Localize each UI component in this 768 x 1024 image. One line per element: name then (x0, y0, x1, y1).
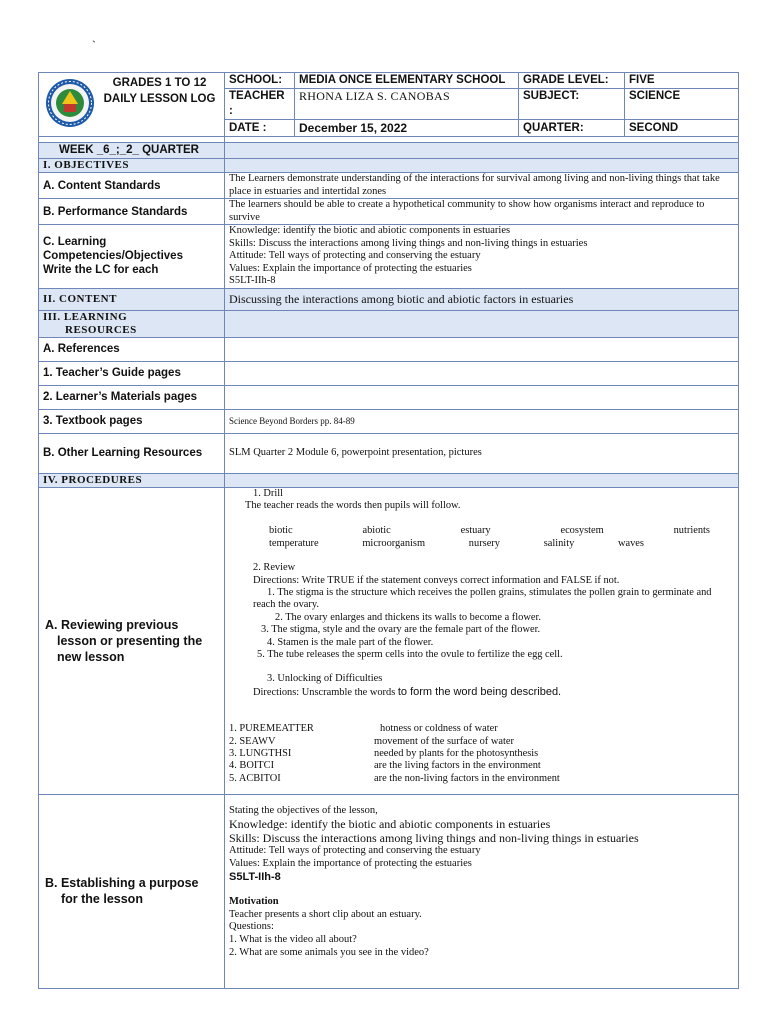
review-item: 5. The tube releases the sperm cells into the ovule to fertilize the egg cell. (257, 648, 563, 660)
scramble-clue: are the non-living factors in the environment (374, 772, 560, 784)
subject-value: SCIENCE (625, 89, 739, 120)
motivation-title: Motivation (229, 896, 279, 908)
page-mark: ` (92, 38, 96, 52)
teacher-colon: : (229, 105, 233, 117)
drill-word: waves (618, 537, 644, 549)
date-label: DATE : (225, 120, 295, 137)
drill-word: estuary (460, 525, 491, 537)
quarter-label: QUARTER: (519, 120, 625, 137)
unlocking-title: 3. Unlocking of Difficulties (267, 673, 383, 685)
question-item: 1. What is the video all about? (229, 934, 357, 946)
learners-materials-value (225, 385, 739, 409)
unlocking-directions-b: to form the word being described. (397, 685, 562, 698)
unlocking-directions-a: Directions: Unscramble the words (253, 686, 398, 698)
daily-lesson-log-title: DAILY LESSON LOG (103, 93, 216, 105)
date-value: December 15, 2022 (295, 120, 519, 137)
school-label: SCHOOL: (225, 73, 295, 89)
unlocking-directions (229, 686, 734, 699)
competency-skills: Skills: Discuss the interactions among living things and non-living things in estuaries (229, 237, 588, 249)
scramble-word: 1. PUREMEATTER (229, 723, 314, 735)
teacher-label: TEACHER (229, 90, 285, 102)
other-resources-label: B. Other Learning Resources (39, 433, 225, 473)
reviewing-label-line-2: lesson or presenting the (57, 633, 203, 648)
resources-heading-line-1: III. LEARNING (43, 310, 128, 323)
performance-standards-text: The learners should be able to create a hypothetical community to show how organisms interact and reproduce to survive (225, 199, 739, 225)
school-seal-icon (45, 78, 95, 128)
other-resources-value: SLM Quarter 2 Module 6, powerpoint presentation, pictures (225, 433, 739, 473)
competencies-label-line-2: Competencies/Objectives (43, 250, 183, 263)
scramble-clue: hotness or coldness of water (380, 723, 498, 735)
competencies-label (39, 225, 225, 289)
drill-text: The teacher reads the words then pupils will follow. (245, 499, 461, 511)
reviewing-label-line-1: A. Reviewing previous (45, 617, 179, 632)
week-quarter-label: WEEK _6_;_2_ QUARTER (39, 143, 225, 159)
purpose-content (225, 794, 739, 988)
purpose-label-line-1: B. Establishing a purpose (45, 876, 199, 890)
questions-title: Questions: (229, 921, 274, 933)
drill-word: ecosystem (560, 525, 604, 537)
review-item: 2. The ovary enlarges and thickens its walls to become a flower. (275, 611, 541, 623)
competency-code: S5LT-IIh-8 (229, 275, 276, 286)
scramble-word: 5. ACBITOI (229, 772, 281, 784)
resources-heading-line-2: RESOURCES (65, 323, 137, 336)
content-standards-label: A. Content Standards (39, 173, 225, 199)
resources-blank (225, 310, 739, 337)
teachers-guide-value (225, 361, 739, 385)
question-item: 2. What are some animals you see in the video? (229, 946, 429, 958)
competency-knowledge: Knowledge: identify the biotic and abiotic components in estuaries (229, 225, 511, 236)
content-text: Discussing the interactions among biotic and abiotic factors in estuaries (225, 288, 739, 310)
reviewing-label-line-3: new lesson (57, 649, 125, 664)
drill-word: nutrients (673, 525, 710, 537)
scramble-word: 2. SEAWV (229, 735, 276, 747)
reviewing-content (225, 487, 739, 794)
drill-words-row-2 (229, 538, 734, 550)
competencies-label-line-3: Write the LC for each (43, 264, 159, 277)
competency-values: Values: Explain the importance of protecting the estuaries (229, 262, 472, 274)
references-value (225, 337, 739, 361)
scramble-word: 3. LUNGTHSI (229, 748, 292, 759)
grade-level-value: FIVE (625, 73, 739, 89)
purpose-label (39, 794, 225, 988)
motivation-text: Teacher presents a short clip about an estuary. (229, 908, 422, 920)
purpose-knowledge: Knowledge: identify the biotic and abiotic components in estuaries (229, 817, 551, 832)
drill-title: 1. Drill (253, 487, 284, 499)
procedures-blank (225, 473, 739, 487)
objectives-blank (225, 159, 739, 173)
teachers-guide-label: 1. Teacher’s Guide pages (39, 361, 225, 385)
competencies-label-line-1: C. Learning (43, 236, 107, 249)
purpose-label-line-2: for the lesson (61, 892, 143, 906)
drill-word: microorganism (362, 537, 426, 549)
purpose-values: Values: Explain the importance of protecting the estuaries (229, 857, 472, 869)
grades-title: GRADES 1 TO 12 (112, 77, 207, 89)
purpose-attitude: Attitude: Tell ways of protecting and conserving the estuary (229, 845, 481, 857)
review-item: 1. The stigma is the structure which receives the pollen grains, stimulates the pollen grain to germinate and reach the ovary. (253, 586, 712, 611)
content-standards-text: The Learners demonstrate understanding of the interactions for survival among living and non-living things that take place in estuaries and intertidal zones (225, 173, 739, 199)
objectives-heading: I. OBJECTIVES (39, 159, 225, 173)
drill-word: salinity (543, 537, 575, 549)
purpose-code: S5LT-IIh-8 (229, 871, 281, 884)
scramble-clue: needed by plants for the photosynthesis (374, 748, 539, 759)
performance-standards-label: B. Performance Standards (39, 199, 225, 225)
scramble-clue: are the living factors in the environment (374, 760, 541, 772)
references-label: A. References (39, 337, 225, 361)
school-value: MEDIA ONCE ELEMENTARY SCHOOL (295, 73, 519, 89)
teacher-value: RHONA LIZA S. CANOBAS (295, 89, 519, 120)
review-directions: Directions: Write TRUE if the statement conveys correct information and FALSE if not. (253, 574, 620, 586)
drill-word: abiotic (362, 525, 391, 537)
teacher-label-cell (225, 89, 295, 120)
purpose-skills: Skills: Discuss the interactions among living things and non-living things in estuaries (229, 831, 639, 846)
scramble-row (229, 748, 734, 760)
reviewing-label (39, 487, 225, 794)
scramble-row (229, 723, 734, 735)
scramble-row (229, 773, 734, 785)
review-item: 3. The stigma, style and the ovary are the female part of the flower. (261, 624, 541, 636)
quarter-value: SECOND (625, 120, 739, 137)
week-blank (225, 143, 739, 159)
scramble-row (229, 736, 734, 748)
content-heading: II. CONTENT (39, 288, 225, 310)
grade-level-label: GRADE LEVEL: (519, 73, 625, 89)
purpose-intro: Stating the objectives of the lesson, (229, 804, 378, 816)
review-title: 2. Review (253, 562, 296, 574)
learners-materials-label: 2. Learner’s Materials pages (39, 385, 225, 409)
subject-label: SUBJECT: (519, 89, 625, 120)
scramble-clue: movement of the surface of water (374, 735, 514, 747)
drill-word: biotic (269, 525, 293, 537)
textbook-label: 3. Textbook pages (39, 409, 225, 433)
drill-word: nursery (468, 537, 500, 549)
procedures-heading: IV. PROCEDURES (39, 473, 225, 487)
scramble-word: 4. BOITCI (229, 760, 275, 772)
competencies-text (225, 225, 739, 289)
scramble-row (229, 760, 734, 772)
header-title-cell (39, 73, 225, 137)
review-item: 4. Stamen is the male part of the flower. (267, 636, 434, 648)
drill-words-row-1 (229, 525, 734, 537)
resources-heading (39, 310, 225, 337)
drill-word: temperature (269, 537, 319, 549)
textbook-value: Science Beyond Borders pp. 84-89 (225, 409, 739, 433)
competency-attitude: Attitude: Tell ways of protecting and conserving the estuary (229, 250, 481, 261)
daily-lesson-log-table (38, 72, 739, 989)
